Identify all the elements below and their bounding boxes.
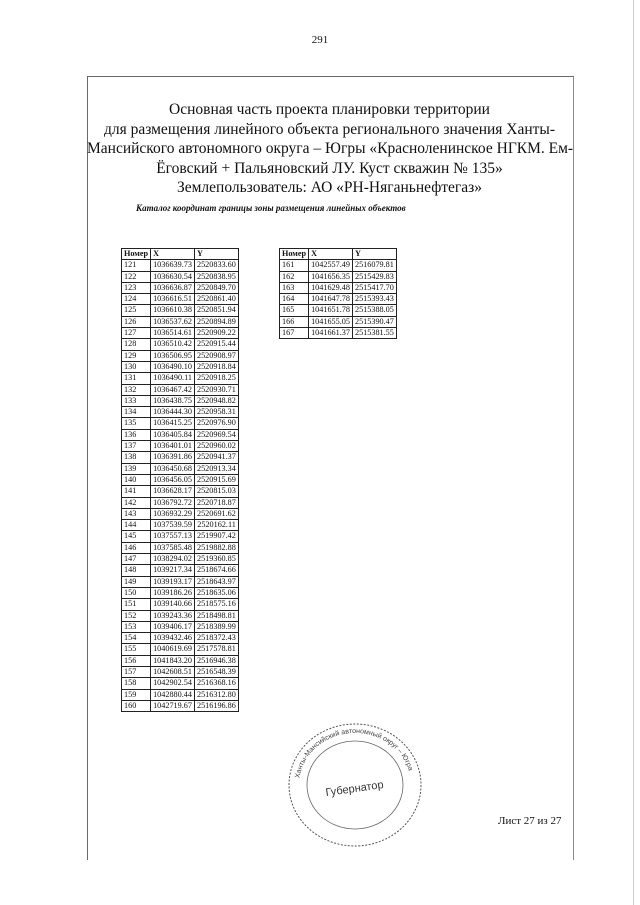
cell-number: 151 <box>122 599 151 610</box>
cell-x: 1038294.02 <box>151 554 195 565</box>
table-row <box>122 621 239 632</box>
cell-x: 1041843.20 <box>151 655 195 666</box>
cell-y: 2518643.97 <box>194 576 238 587</box>
header-y: Y <box>352 249 396 260</box>
table-row <box>122 373 239 384</box>
cell-number: 126 <box>122 316 151 327</box>
table-row <box>280 328 397 339</box>
cell-y: 2520941.37 <box>194 452 238 463</box>
cell-x: 1036415.25 <box>151 418 195 429</box>
cell-x: 1036506.95 <box>151 350 195 361</box>
header-x: X <box>309 249 353 260</box>
cell-x: 1037557.13 <box>151 531 195 542</box>
cell-number: 164 <box>280 294 309 305</box>
cell-y: 2518635.06 <box>194 587 238 598</box>
cell-x: 1039186.26 <box>151 587 195 598</box>
cell-x: 1042557.49 <box>309 260 353 271</box>
cell-number: 153 <box>122 621 151 632</box>
cell-number: 138 <box>122 452 151 463</box>
cell-number: 145 <box>122 531 151 542</box>
sheet-label: Лист 27 из 27 <box>498 815 562 827</box>
cell-number: 142 <box>122 497 151 508</box>
cell-x: 1039217.34 <box>151 565 195 576</box>
cell-y: 2519907.42 <box>194 531 238 542</box>
svg-text:Губернатор: Губернатор <box>324 779 385 800</box>
cell-y: 2515393.43 <box>352 294 396 305</box>
cell-x: 1036438.75 <box>151 395 195 406</box>
cell-y: 2516079.81 <box>352 260 396 271</box>
cell-number: 157 <box>122 666 151 677</box>
table-row <box>122 474 239 485</box>
cell-number: 140 <box>122 474 151 485</box>
cell-y: 2516312.80 <box>194 689 238 700</box>
cell-y: 2520915.69 <box>194 474 238 485</box>
cell-number: 129 <box>122 350 151 361</box>
cell-y: 2520718.87 <box>194 497 238 508</box>
table-row <box>122 565 239 576</box>
table-row <box>280 305 397 316</box>
cell-x: 1037585.48 <box>151 542 195 553</box>
cell-x: 1036630.54 <box>151 271 195 282</box>
cell-x: 1036401.01 <box>151 441 195 452</box>
cell-y: 2520913.34 <box>194 463 238 474</box>
cell-number: 162 <box>280 271 309 282</box>
cell-number: 125 <box>122 305 151 316</box>
cell-x: 1039432.46 <box>151 633 195 644</box>
cell-number: 122 <box>122 271 151 282</box>
title-line: для размещения линейного объекта регионального значения Ханты- <box>103 120 556 138</box>
table-row <box>280 271 397 282</box>
table-row <box>122 395 239 406</box>
cell-x: 1042902.54 <box>151 678 195 689</box>
cell-y: 2518674.66 <box>194 565 238 576</box>
cell-y: 2520849.70 <box>194 282 238 293</box>
cell-x: 1042608.51 <box>151 666 195 677</box>
table-row <box>122 576 239 587</box>
table-row <box>122 282 239 293</box>
cell-number: 130 <box>122 361 151 372</box>
table-row <box>280 316 397 327</box>
cell-x: 1036514.61 <box>151 328 195 339</box>
header-number: Номер <box>122 249 151 260</box>
cell-y: 2520838.95 <box>194 271 238 282</box>
cell-x: 1041661.37 <box>309 328 353 339</box>
cell-y: 2515381.55 <box>352 328 396 339</box>
table-row <box>122 599 239 610</box>
cell-number: 147 <box>122 554 151 565</box>
cell-x: 1036456.05 <box>151 474 195 485</box>
cell-x: 1036490.11 <box>151 373 195 384</box>
cell-y: 2520833.60 <box>194 260 238 271</box>
cell-number: 146 <box>122 542 151 553</box>
catalog-caption: Каталог координат границы зоны размещения линейных объектов <box>136 203 406 213</box>
cell-number: 143 <box>122 508 151 519</box>
cell-y: 2517578.81 <box>194 644 238 655</box>
cell-number: 123 <box>122 282 151 293</box>
cell-y: 2519360.85 <box>194 554 238 565</box>
table-row <box>280 282 397 293</box>
cell-x: 1036450.68 <box>151 463 195 474</box>
cell-y: 2516548.39 <box>194 666 238 677</box>
cell-number: 150 <box>122 587 151 598</box>
cell-y: 2520815.03 <box>194 486 238 497</box>
svg-text:Ханты-Мансийский автономный ок: Ханты-Мансийский автономный округ – Югра <box>294 727 414 779</box>
table-row <box>122 655 239 666</box>
cell-y: 2520861.40 <box>194 294 238 305</box>
cell-x: 1036510.42 <box>151 339 195 350</box>
cell-number: 139 <box>122 463 151 474</box>
table-header-row <box>122 249 239 260</box>
table-row <box>122 520 239 531</box>
table-row <box>122 361 239 372</box>
cell-number: 165 <box>280 305 309 316</box>
cell-x: 1039243.36 <box>151 610 195 621</box>
cell-y: 2520918.25 <box>194 373 238 384</box>
table-row <box>280 260 397 271</box>
table-row <box>122 316 239 327</box>
cell-y: 2520969.54 <box>194 429 238 440</box>
cell-number: 136 <box>122 429 151 440</box>
table-row <box>122 497 239 508</box>
cell-y: 2520894.89 <box>194 316 238 327</box>
cell-number: 152 <box>122 610 151 621</box>
title-line: Основная часть проекта планировки территории <box>169 101 490 118</box>
cell-x: 1036405.84 <box>151 429 195 440</box>
cell-y: 2520691.62 <box>194 508 238 519</box>
scan-edge <box>633 0 634 905</box>
cell-y: 2520948.82 <box>194 395 238 406</box>
cell-number: 121 <box>122 260 151 271</box>
table-row <box>122 305 239 316</box>
cell-x: 1041656.35 <box>309 271 353 282</box>
cell-number: 131 <box>122 373 151 384</box>
cell-x: 1036444.30 <box>151 407 195 418</box>
table-row <box>122 610 239 621</box>
cell-y: 2520915.44 <box>194 339 238 350</box>
cell-number: 160 <box>122 700 151 711</box>
cell-x: 1036636.87 <box>151 282 195 293</box>
cell-x: 1036616.51 <box>151 294 195 305</box>
cell-y: 2520908.97 <box>194 350 238 361</box>
cell-y: 2515388.05 <box>352 305 396 316</box>
table-row <box>122 531 239 542</box>
title-line: Ёговский + Пальяновский ЛУ. Куст скважин № 135» <box>156 159 503 177</box>
cell-y: 2520918.84 <box>194 361 238 372</box>
title-line: Мансийского автономного округа – Югры «Красноленинское НГКМ. Ем- <box>87 140 574 157</box>
cell-number: 166 <box>280 316 309 327</box>
cell-number: 161 <box>280 260 309 271</box>
table-row <box>122 328 239 339</box>
table-row <box>122 508 239 519</box>
cell-x: 1036932.29 <box>151 508 195 519</box>
table-row <box>122 700 239 711</box>
cell-number: 128 <box>122 339 151 350</box>
table-row <box>122 644 239 655</box>
cell-number: 135 <box>122 418 151 429</box>
header-y: Y <box>194 249 238 260</box>
cell-y: 2520930.71 <box>194 384 238 395</box>
table-row <box>122 294 239 305</box>
cell-x: 1041655.05 <box>309 316 353 327</box>
table-row <box>280 294 397 305</box>
document-title <box>87 100 572 198</box>
page-number: 291 <box>311 34 329 46</box>
cell-y: 2515390.47 <box>352 316 396 327</box>
table-row <box>122 418 239 429</box>
cell-x: 1039406.17 <box>151 621 195 632</box>
cell-x: 1041629.48 <box>309 282 353 293</box>
table-row <box>122 463 239 474</box>
cell-x: 1041651.78 <box>309 305 353 316</box>
cell-y: 2515429.83 <box>352 271 396 282</box>
title-line: Землепользователь: АО «РН-Няганьнефтегаз» <box>176 179 483 196</box>
cell-x: 1036467.42 <box>151 384 195 395</box>
table-row <box>122 350 239 361</box>
cell-y: 2520958.31 <box>194 407 238 418</box>
cell-y: 2520162.11 <box>194 520 238 531</box>
cell-x: 1039193.17 <box>151 576 195 587</box>
cell-y: 2518389.99 <box>194 621 238 632</box>
table-row <box>122 407 239 418</box>
table-row <box>122 587 239 598</box>
table-row <box>122 429 239 440</box>
cell-number: 132 <box>122 384 151 395</box>
cell-number: 167 <box>280 328 309 339</box>
cell-y: 2516946.38 <box>194 655 238 666</box>
official-seal <box>280 720 430 850</box>
table-row <box>122 441 239 452</box>
cell-y: 2520960.02 <box>194 441 238 452</box>
cell-x: 1036537.62 <box>151 316 195 327</box>
cell-y: 2519882.88 <box>194 542 238 553</box>
cell-x: 1042719.67 <box>151 700 195 711</box>
coordinates-table-left <box>121 248 239 712</box>
table-row <box>122 554 239 565</box>
cell-number: 156 <box>122 655 151 666</box>
cell-y: 2518575.16 <box>194 599 238 610</box>
table-row <box>122 633 239 644</box>
cell-number: 124 <box>122 294 151 305</box>
table-row <box>122 339 239 350</box>
cell-y: 2516368.16 <box>194 678 238 689</box>
cell-y: 2518372.43 <box>194 633 238 644</box>
cell-number: 154 <box>122 633 151 644</box>
table-row <box>122 542 239 553</box>
cell-x: 1042880.44 <box>151 689 195 700</box>
cell-number: 141 <box>122 486 151 497</box>
cell-y: 2516196.86 <box>194 700 238 711</box>
cell-x: 1036610.38 <box>151 305 195 316</box>
table-row <box>122 452 239 463</box>
cell-x: 1036490.10 <box>151 361 195 372</box>
table-row <box>122 678 239 689</box>
cell-y: 2515417.70 <box>352 282 396 293</box>
cell-x: 1036628.17 <box>151 486 195 497</box>
cell-x: 1040619.69 <box>151 644 195 655</box>
cell-y: 2520909.22 <box>194 328 238 339</box>
coordinates-table-right <box>279 248 397 339</box>
table-row <box>122 271 239 282</box>
cell-x: 1036792.72 <box>151 497 195 508</box>
table-row <box>122 689 239 700</box>
cell-number: 134 <box>122 407 151 418</box>
cell-y: 2520851.94 <box>194 305 238 316</box>
cell-x: 1036391.86 <box>151 452 195 463</box>
table-row <box>122 384 239 395</box>
header-number: Номер <box>280 249 309 260</box>
cell-number: 159 <box>122 689 151 700</box>
cell-x: 1039140.66 <box>151 599 195 610</box>
cell-x: 1036639.73 <box>151 260 195 271</box>
cell-number: 127 <box>122 328 151 339</box>
table-row <box>122 486 239 497</box>
cell-number: 137 <box>122 441 151 452</box>
header-x: X <box>151 249 195 260</box>
cell-x: 1041647.78 <box>309 294 353 305</box>
cell-number: 163 <box>280 282 309 293</box>
table-row <box>122 666 239 677</box>
cell-x: 1037539.59 <box>151 520 195 531</box>
table-header-row <box>280 249 397 260</box>
cell-y: 2518498.81 <box>194 610 238 621</box>
cell-number: 148 <box>122 565 151 576</box>
cell-number: 133 <box>122 395 151 406</box>
table-row <box>122 260 239 271</box>
cell-number: 149 <box>122 576 151 587</box>
cell-number: 158 <box>122 678 151 689</box>
cell-y: 2520976.90 <box>194 418 238 429</box>
cell-number: 155 <box>122 644 151 655</box>
cell-number: 144 <box>122 520 151 531</box>
